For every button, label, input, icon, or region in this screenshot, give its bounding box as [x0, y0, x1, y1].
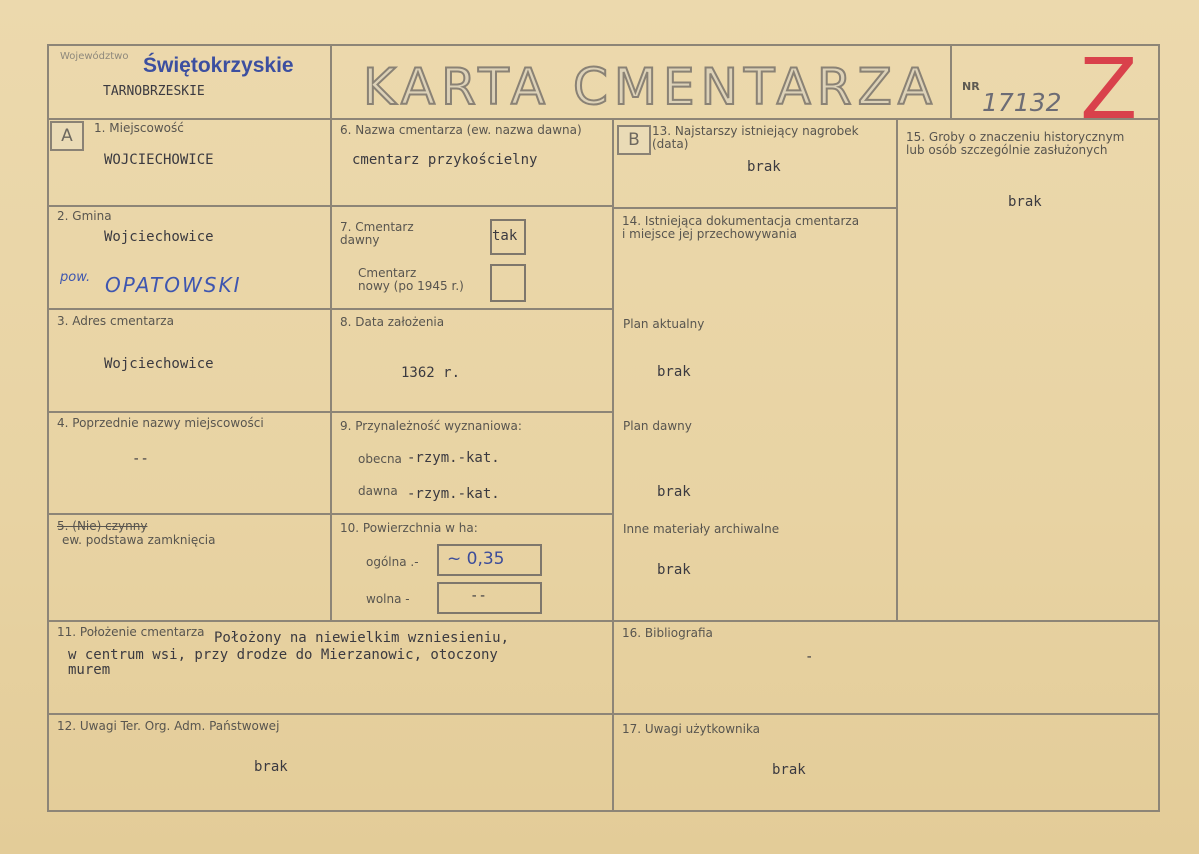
field-13-value: brak [747, 159, 781, 175]
plan-current-label: Plan aktualny [623, 317, 705, 331]
row-divider-6 [48, 713, 1160, 715]
plan-current-value: brak [657, 364, 691, 380]
field-7-old-label: 7. Cmentarz dawny [340, 220, 414, 247]
field-2-value: Wojciechowice [104, 229, 214, 245]
field-7-new-label: Cmentarz nowy (po 1945 r.) [358, 266, 464, 293]
field-8-label: 8. Data założenia [340, 315, 445, 329]
field-6-value: cmentarz przykościelny [352, 152, 538, 168]
field-4-label: 4. Poprzednie nazwy miejscowości [57, 416, 264, 430]
field-5-label-line-2: ew. podstawa zamknięcia [62, 533, 216, 547]
field-8-value: 1362 r. [401, 365, 461, 381]
field-10-total-value: ~ 0,35 [447, 549, 505, 569]
row-divider-3 [48, 411, 614, 413]
field-15-value: brak [1008, 194, 1042, 210]
field-10-free-value: -- [470, 588, 487, 604]
card-title: KARTA CMENTARZA [363, 58, 939, 116]
field-16-label: 16. Bibliografia [622, 626, 713, 640]
field-1-label: 1. Miejscowość [94, 121, 184, 135]
section-b-box: B [617, 125, 651, 155]
field-9-former-value: -rzym.-kat. [407, 486, 500, 502]
field-11-value-rest: w centrum wsi, przy drodze do Mierzanowic, otoczony murem [68, 647, 498, 678]
field-9-label: 9. Przynależność wyznaniowa: [340, 419, 522, 433]
field-10-total-label: ogólna .- [366, 555, 419, 569]
field-10-free-box [437, 582, 542, 614]
row-divider-b [614, 207, 896, 209]
field-14-label: 14. Istniejąca dokumentacja cmentarza i miejsce jej przechowywania [622, 214, 860, 241]
field-16-value: - [805, 649, 814, 665]
red-category-mark: Z [1080, 40, 1138, 138]
field-7-old-value: tak [492, 228, 518, 244]
row-divider-5 [48, 620, 1160, 622]
column-divider-3 [896, 118, 898, 620]
nr-divider [950, 44, 952, 120]
archive-value: brak [657, 562, 691, 578]
archive-label: Inne materiały archiwalne [623, 522, 780, 536]
field-9-former-label: dawna [358, 484, 398, 498]
field-3-label: 3. Adres cmentarza [57, 314, 174, 328]
column-divider-2 [612, 118, 614, 812]
voivodeship-stamp: Świętokrzyskie [143, 54, 294, 77]
nr-label: NR [962, 80, 980, 93]
field-6-label: 6. Nazwa cmentarza (ew. nazwa dawna) [340, 123, 582, 137]
right-border [1158, 44, 1160, 812]
bottom-border [48, 810, 1160, 812]
field-12-label: 12. Uwagi Ter. Org. Adm. Państwowej [57, 719, 280, 733]
record-number: 17132 [982, 88, 1062, 117]
field-11-value-line-1: Położony na niewielkim wzniesieniu, [214, 630, 510, 646]
field-1-value: WOJCIECHOWICE [104, 152, 214, 168]
left-border [47, 44, 49, 812]
row-divider-2 [48, 308, 614, 310]
field-17-label: 17. Uwagi użytkownika [622, 722, 761, 736]
field-13-label: 13. Najstarszy istniejący nagrobek (data) [652, 124, 859, 151]
plan-old-label: Plan dawny [623, 419, 692, 433]
field-9-current-value: -rzym.-kat. [407, 450, 500, 466]
section-a-box: A [50, 121, 84, 151]
field-4-value: -- [132, 451, 149, 467]
row-divider-1 [48, 205, 614, 207]
field-7-new-checkbox [490, 264, 526, 302]
voivodeship-label: Województwo [60, 51, 129, 62]
field-2-note-prefix: pow. [60, 270, 91, 285]
field-3-value: Wojciechowice [104, 356, 214, 372]
header-divider [48, 118, 1160, 120]
plan-old-value: brak [657, 484, 691, 500]
field-10-label: 10. Powierzchnia w ha: [340, 521, 478, 535]
field-2-label: 2. Gmina [57, 209, 112, 223]
field-5-label-line-1: 5. (Nie) czynny [57, 519, 148, 533]
column-divider-1 [330, 44, 332, 620]
district-name: TARNOBRZESKIE [103, 84, 205, 99]
field-11-label: 11. Położenie cmentarza [57, 625, 205, 639]
field-15-label: 15. Groby o znaczeniu historycznym lub osób szczególnie zasłużonych [906, 130, 1125, 157]
field-10-free-label: wolna - [366, 592, 410, 606]
field-2-note: OPATOWSKI [105, 273, 242, 297]
top-border [48, 44, 1160, 46]
field-17-value: brak [772, 762, 806, 778]
row-divider-4 [48, 513, 614, 515]
field-12-value: brak [254, 759, 288, 775]
field-9-current-label: obecna [358, 452, 402, 466]
